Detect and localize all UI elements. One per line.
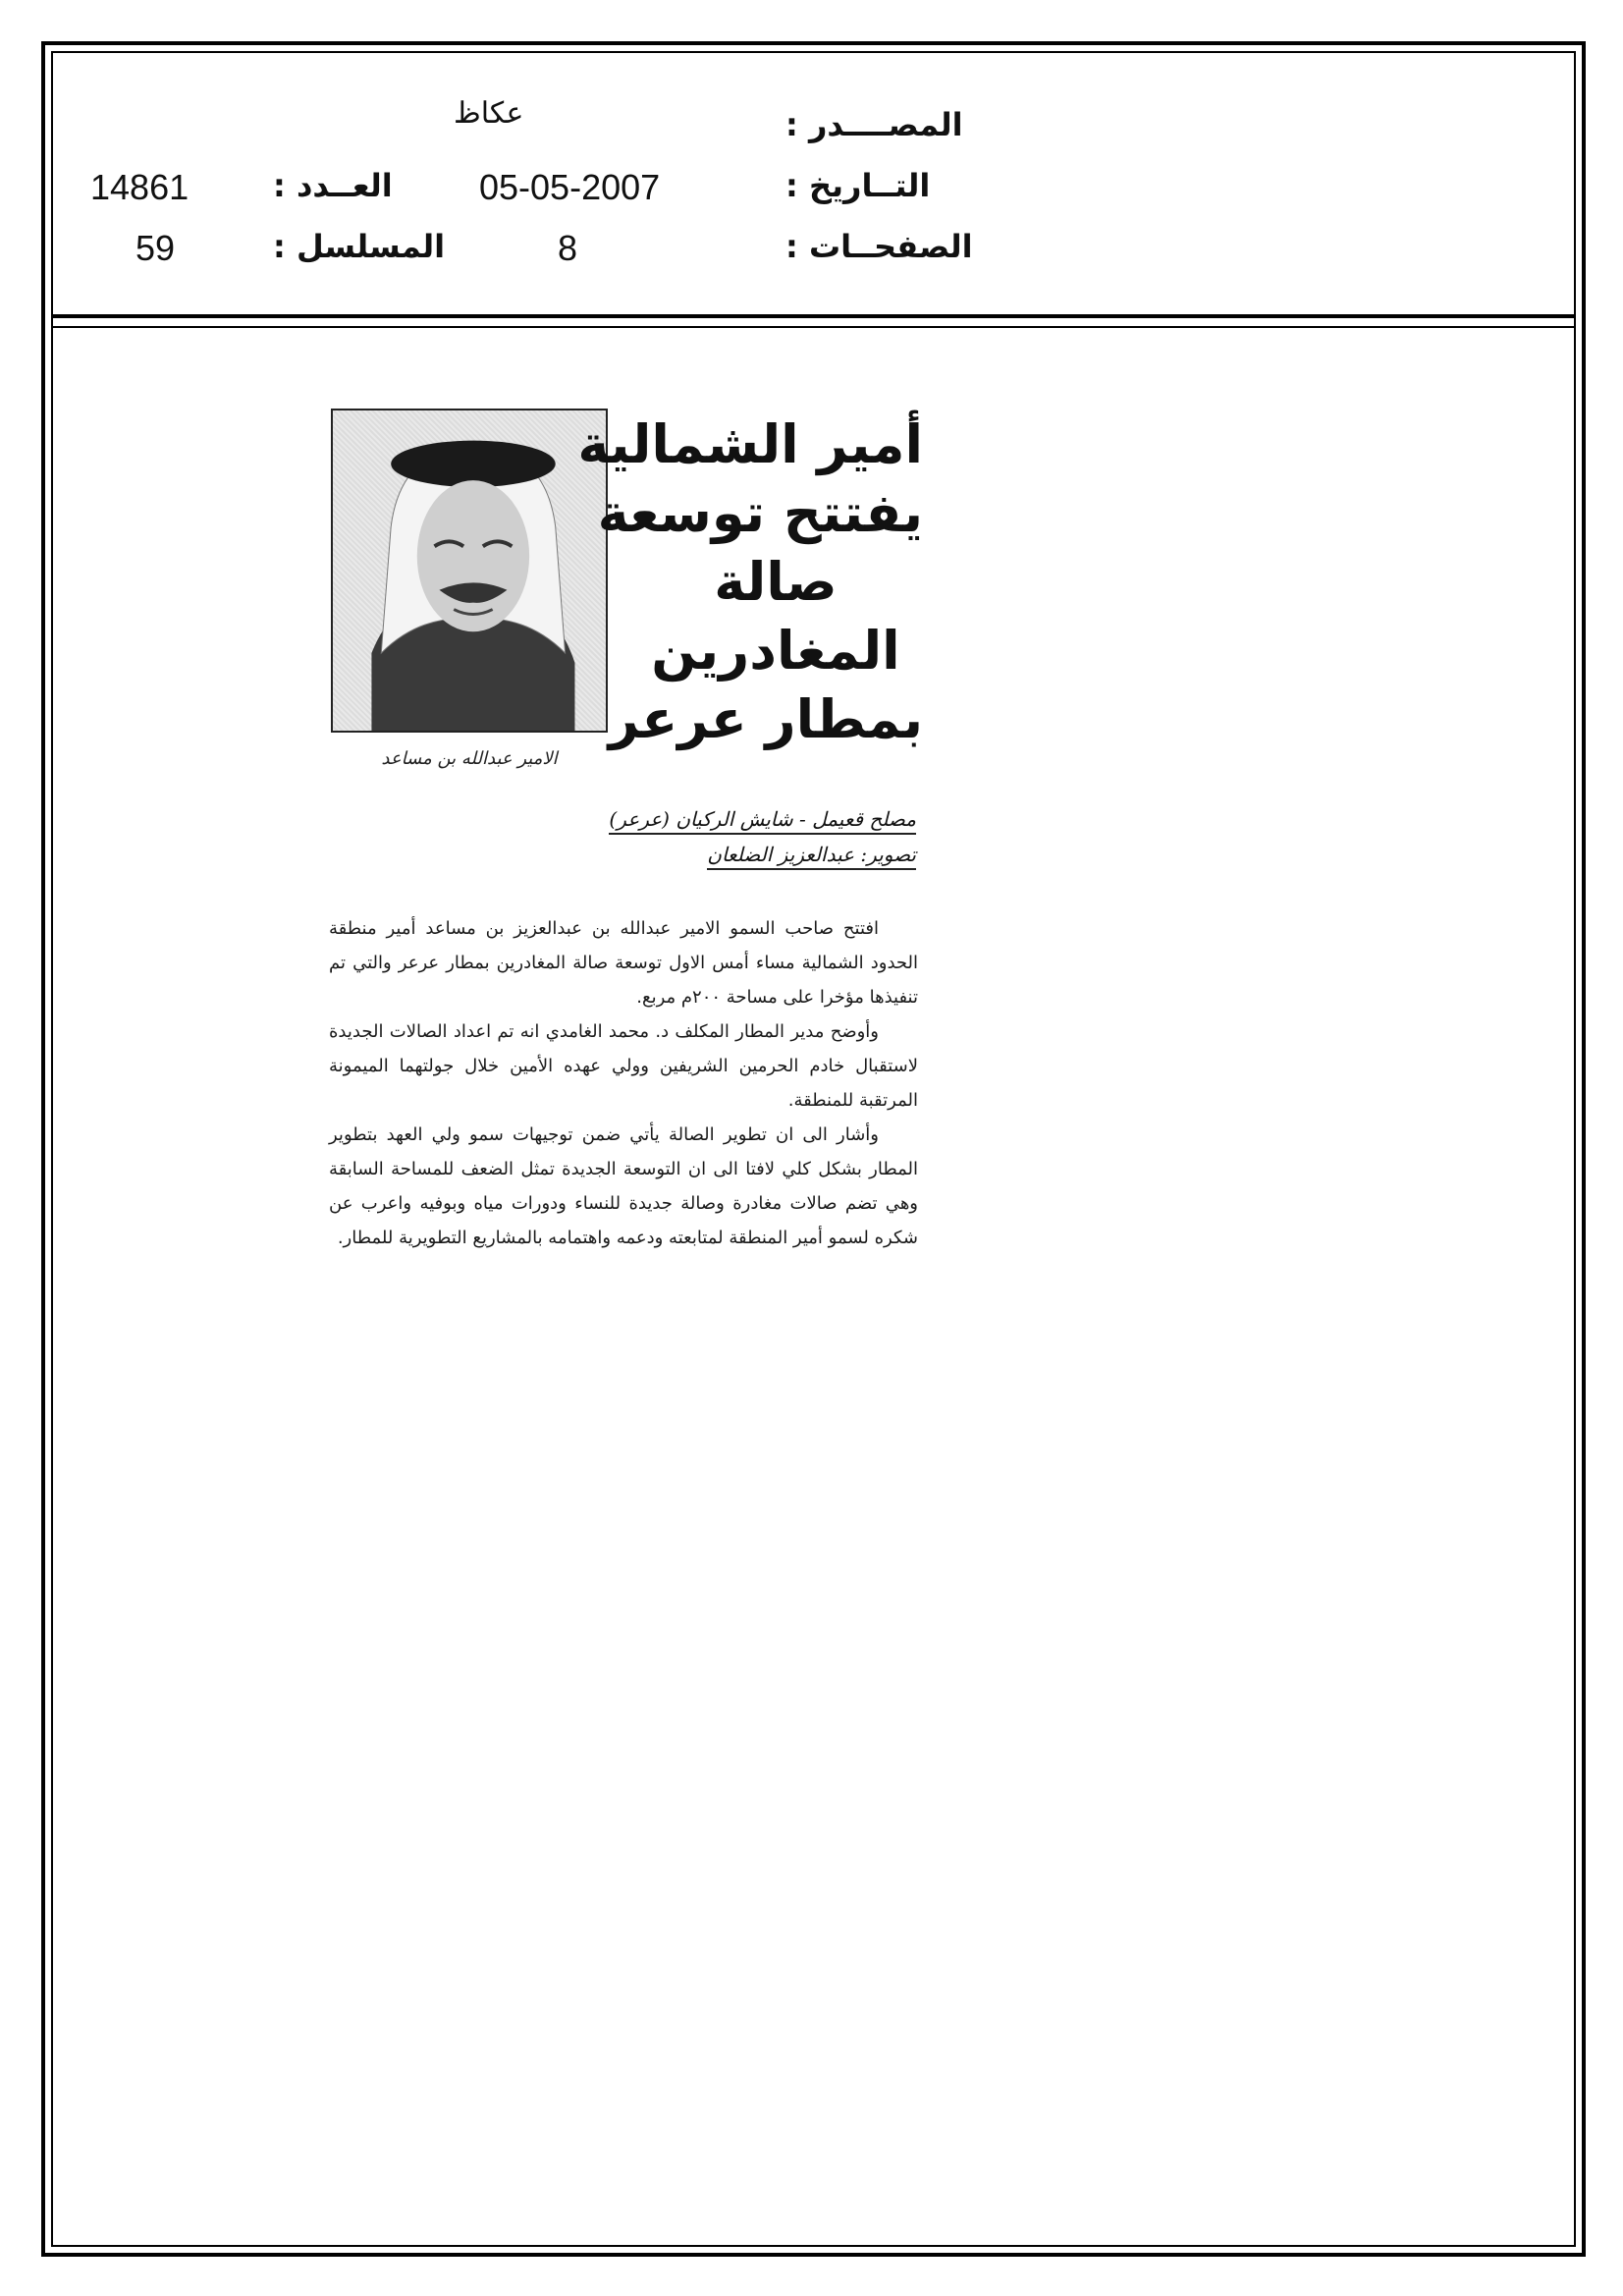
byline-reporters: مصلح قعيمل - شايش الركيان (عرعر) bbox=[609, 807, 916, 835]
article-body bbox=[329, 911, 918, 1255]
article-paragraph: وأوضح مدير المطار المكلف د. محمد الغامدي انه تم اعداد الصالات الجديدة لاستقبال خادم الحرمين الشريفين وولي عهده الأمين خلال جولتهما الميمونة المرتقبة للمنطقة. bbox=[329, 1021, 918, 1111]
article-paragraph: افتتح صاحب السمو الامير عبدالله بن عبدالعزيز بن مساعد أمير منطقة الحدود الشمالية مساء أمس الاول توسعة صالة المغادرين بمطار عرعر والتي تم تنفيذها مؤخرا على مساحة ٢٠٠م مربع. bbox=[329, 918, 918, 1008]
serial-label: المسلسل : bbox=[273, 228, 446, 265]
headline-line: المغادرين bbox=[651, 620, 900, 682]
headline-line: صالة bbox=[714, 551, 838, 613]
byline-photographer: تصوير: عبدالعزيز الضلعان bbox=[707, 843, 916, 870]
header-divider-thin bbox=[51, 326, 1576, 328]
date-value: 05-05-2007 bbox=[479, 167, 661, 207]
photo-caption: الامير عبدالله بن مساعد bbox=[381, 748, 558, 769]
pages-value: 8 bbox=[558, 228, 578, 268]
serial-value: 59 bbox=[135, 228, 176, 268]
issue-label: العــدد : bbox=[273, 167, 393, 204]
portrait-photo bbox=[331, 409, 608, 733]
headline-line: أمير الشمالية bbox=[577, 413, 923, 475]
date-label: التــاريخ : bbox=[785, 167, 931, 204]
source-label: المصــــدر : bbox=[785, 106, 963, 143]
header-divider bbox=[51, 314, 1576, 318]
headline-line: بمطار عرعر bbox=[608, 688, 923, 750]
article-paragraph: وأشار الى ان تطوير الصالة يأتي ضمن توجيهات سمو ولي العهد بتطوير المطار بشكل كلي لافتا الى ان التوسعة الجديدة تمثل الضعف للمساحة السابقة وهي تضم صالات مغادرة وصالة جديدة للنساء ودورات مياه وبوفيه واعرب عن شكره لسمو أمير المنطقة لمتابعته ودعمه واهتمامه بالمشاريع التطويرية للمطار. bbox=[329, 1124, 918, 1248]
issue-value: 14861 bbox=[90, 167, 189, 207]
headline-line: يفتتح توسعة bbox=[597, 482, 923, 544]
article-headline bbox=[577, 410, 923, 754]
source-value: عكاظ bbox=[454, 97, 524, 130]
pages-label: الصفحــات : bbox=[785, 228, 973, 265]
